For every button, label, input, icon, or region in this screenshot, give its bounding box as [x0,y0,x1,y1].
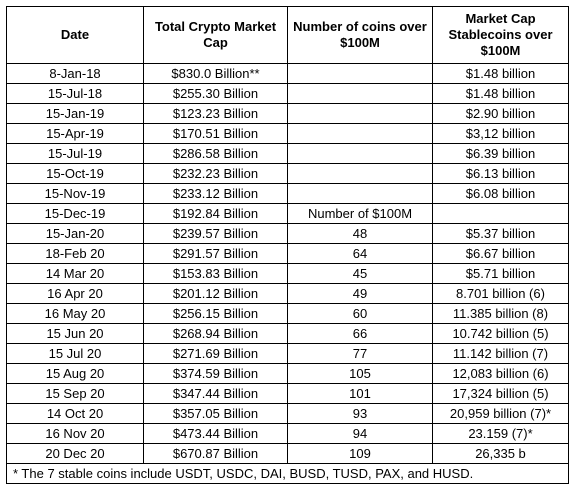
cell-date: 15-Oct-19 [7,164,144,184]
cell-date: 16 May 20 [7,304,144,324]
cell-total-market-cap: $271.69 Billion [144,344,288,364]
table-row [7,284,569,304]
cell-coin-count [288,144,433,164]
cell-date: 16 Apr 20 [7,284,144,304]
cell-coin-count: 49 [288,284,433,304]
cell-stablecoin-cap: 12,083 billion (6) [433,364,569,384]
table-row [7,444,569,464]
table-row [7,404,569,424]
header-date: Date [7,7,144,64]
cell-coin-count: Number of $100M [288,204,433,224]
table-row [7,184,569,204]
cell-coin-count: 66 [288,324,433,344]
cell-date: 15-Dec-19 [7,204,144,224]
table-row [7,84,569,104]
cell-stablecoin-cap: $6.67 billion [433,244,569,264]
market-cap-table [6,6,569,484]
cell-total-market-cap: $255.30 Billion [144,84,288,104]
cell-stablecoin-cap: $6.08 billion [433,184,569,204]
table-row [7,124,569,144]
header-row [7,7,569,64]
cell-stablecoin-cap: 26,335 b [433,444,569,464]
header-coin-count: Number of coins over $100M [288,7,433,64]
cell-coin-count [288,124,433,144]
cell-stablecoin-cap: 20,959 billion (7)* [433,404,569,424]
cell-date: 14 Oct 20 [7,404,144,424]
cell-date: 15-Jul-18 [7,84,144,104]
cell-stablecoin-cap: 11.142 billion (7) [433,344,569,364]
cell-stablecoin-cap: $5.71 billion [433,264,569,284]
cell-total-market-cap: $153.83 Billion [144,264,288,284]
header-stablecoin-cap: Market Cap Stablecoins over $100M [433,7,569,64]
cell-coin-count [288,164,433,184]
cell-coin-count [288,64,433,84]
cell-total-market-cap: $256.15 Billion [144,304,288,324]
cell-total-market-cap: $233.12 Billion [144,184,288,204]
cell-total-market-cap: $473.44 Billion [144,424,288,444]
cell-date: 18-Feb 20 [7,244,144,264]
cell-coin-count: 77 [288,344,433,364]
cell-coin-count: 60 [288,304,433,324]
cell-total-market-cap: $670.87 Billion [144,444,288,464]
cell-total-market-cap: $239.57 Billion [144,224,288,244]
cell-stablecoin-cap: $2.90 billion [433,104,569,124]
cell-date: 14 Mar 20 [7,264,144,284]
cell-stablecoin-cap: $1.48 billion [433,64,569,84]
cell-coin-count: 64 [288,244,433,264]
table-row [7,104,569,124]
footnote: * The 7 stable coins include USDT, USDC, DAI, BUSD, TUSD, PAX, and HUSD. [7,464,569,484]
cell-total-market-cap: $347.44 Billion [144,384,288,404]
cell-coin-count: 101 [288,384,433,404]
cell-stablecoin-cap [433,204,569,224]
cell-date: 15 Jul 20 [7,344,144,364]
cell-date: 16 Nov 20 [7,424,144,444]
cell-coin-count [288,84,433,104]
cell-total-market-cap: $286.58 Billion [144,144,288,164]
table-row [7,224,569,244]
table-row [7,424,569,444]
cell-date: 15-Jan-19 [7,104,144,124]
cell-total-market-cap: $123.23 Billion [144,104,288,124]
cell-stablecoin-cap: $6.39 billion [433,144,569,164]
cell-date: 20 Dec 20 [7,444,144,464]
cell-stablecoin-cap: $6.13 billion [433,164,569,184]
cell-total-market-cap: $291.57 Billion [144,244,288,264]
table-row [7,364,569,384]
cell-coin-count: 105 [288,364,433,384]
market-cap-table-container [6,6,569,484]
cell-total-market-cap: $201.12 Billion [144,284,288,304]
cell-date: 15 Aug 20 [7,364,144,384]
cell-coin-count: 45 [288,264,433,284]
table-row [7,384,569,404]
cell-date: 15-Jan-20 [7,224,144,244]
cell-total-market-cap: $232.23 Billion [144,164,288,184]
table-row [7,64,569,84]
cell-date: 8-Jan-18 [7,64,144,84]
cell-total-market-cap: $170.51 Billion [144,124,288,144]
cell-stablecoin-cap: $3,12 billion [433,124,569,144]
cell-date: 15-Apr-19 [7,124,144,144]
cell-stablecoin-cap: $1.48 billion [433,84,569,104]
cell-stablecoin-cap: 8.701 billion (6) [433,284,569,304]
table-row [7,264,569,284]
cell-coin-count [288,104,433,124]
table-row [7,304,569,324]
table-row [7,324,569,344]
cell-date: 15 Sep 20 [7,384,144,404]
cell-total-market-cap: $268.94 Billion [144,324,288,344]
cell-coin-count: 109 [288,444,433,464]
cell-stablecoin-cap: 11.385 billion (8) [433,304,569,324]
cell-total-market-cap: $374.59 Billion [144,364,288,384]
footnote-row [7,464,569,484]
cell-coin-count: 93 [288,404,433,424]
table-row [7,344,569,364]
table-row [7,204,569,224]
table-row [7,244,569,264]
table-row [7,144,569,164]
cell-date: 15-Jul-19 [7,144,144,164]
table-header [7,7,569,64]
cell-stablecoin-cap: 10.742 billion (5) [433,324,569,344]
table-row [7,164,569,184]
cell-coin-count: 94 [288,424,433,444]
cell-stablecoin-cap: $5.37 billion [433,224,569,244]
cell-total-market-cap: $192.84 Billion [144,204,288,224]
cell-coin-count [288,184,433,204]
header-total-market-cap: Total Crypto Market Cap [144,7,288,64]
table-body [7,64,569,464]
cell-total-market-cap: $357.05 Billion [144,404,288,424]
cell-date: 15 Jun 20 [7,324,144,344]
cell-coin-count: 48 [288,224,433,244]
cell-stablecoin-cap: 23.159 (7)* [433,424,569,444]
cell-stablecoin-cap: 17,324 billion (5) [433,384,569,404]
cell-total-market-cap: $830.0 Billion** [144,64,288,84]
cell-date: 15-Nov-19 [7,184,144,204]
